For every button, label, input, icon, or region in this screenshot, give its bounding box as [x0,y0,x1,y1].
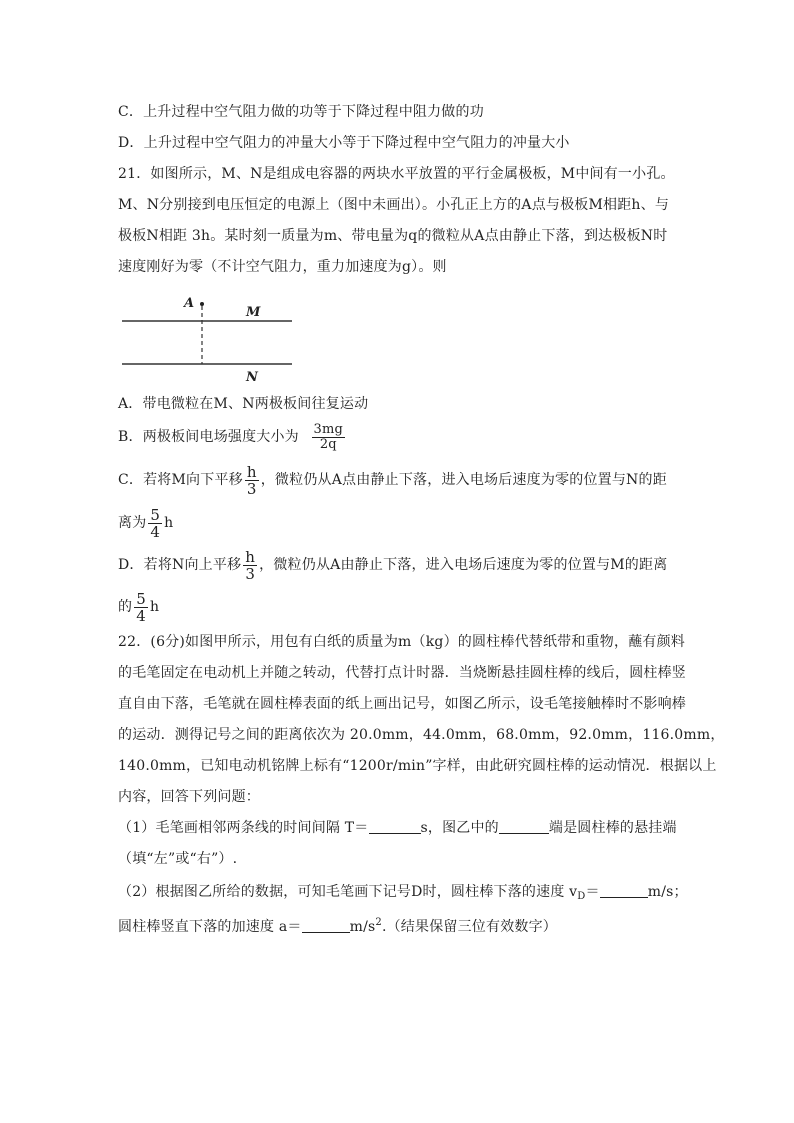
fraction-numerator: 3mg [313,421,344,437]
q22-part-1-line-2: （填“左”或“右”）. [118,851,238,867]
q21-option-d [118,548,667,582]
q21-option-d-answer-fraction [134,591,148,624]
q21-option-d-line-2-pre: 的 [118,599,133,615]
q21-option-c-answer-var: h [164,515,174,531]
fraction-numerator: 5 [136,589,146,608]
unit-superscript: 2 [375,917,382,928]
q22-stem-line-2: 的毛笔固定在电动机上并随之转动，代替打点计时器．当烧断悬挂圆柱棒的线后，圆柱棒竖 [118,665,686,681]
q21-option-b [118,422,347,452]
label-m: M [246,305,261,320]
q22-part-1 [118,818,677,838]
q22-stem-line-5: 140.0mm，已知电动机铭牌上标有“1200r/min”字样，由此研究圆柱棒的运动情况．根据以上 [118,758,717,774]
q21-option-d-pre: D．若将N向上平移 [118,557,242,573]
q21-option-b-text: B．两极板间电场强度大小为 [118,429,299,445]
fraction-numerator: h [246,462,257,481]
q22-stem-line-3: 直自由下落，毛笔就在圆柱棒表面的纸上画出记号，如图乙所示，设毛笔接触棒时不影响棒 [118,696,686,712]
q21-option-c-post: ，微粒仍从A点由静止下落，进入电场后速度为零的位置与N的距 [260,472,667,488]
q21-option-d-post: ，微粒仍从A由静止下落，进入电场后速度为零的位置与M的距离 [259,557,668,573]
fraction-denominator: 3 [246,479,257,498]
q20-option-d: D．上升过程中空气阻力的冲量大小等于下降过程中空气阻力的冲量大小 [118,135,570,151]
label-a: A [184,296,195,311]
q22-stem-line-6: 内容，回答下列问题： [118,789,260,805]
answer-blank-velocity[interactable] [600,883,648,898]
q21-stem-line-4: 速度刚好为零（不计空气阻力，重力加速度为g）。则 [118,259,447,275]
q22-part-2-line-2-text: 圆柱棒竖直下落的加速度 a＝ [118,919,302,935]
answer-blank-end[interactable] [499,819,549,834]
q22-part-2-text-a: （2）根据图乙所给的数据，可知毛笔画下记号D时，圆柱棒下落的速度 v [118,884,578,900]
q21-option-d-answer-var: h [149,599,160,615]
fraction-numerator: h [245,547,256,566]
velocity-subscript: D [577,891,586,902]
q21-stem-line-2: M、N分别接到电压恒定的电源上（图中未画出）。小孔正上方的A点与极板M相距h、与 [118,197,670,213]
q21-option-b-fraction [312,423,346,452]
q21-option-d-line-2 [118,590,159,624]
answer-blank-acceleration[interactable] [302,918,350,933]
q22-part-2-line-2 [118,913,557,937]
q21-option-c-answer-fraction [148,507,162,540]
q22-part-1-text-b: s，图乙中的 [420,820,499,836]
fraction-numerator: 5 [150,505,161,524]
capacitor-plates-figure [118,288,308,388]
q21-option-d-shift-fraction [243,549,257,582]
q22-part-1-text-c: 端是圆柱棒的悬挂端 [548,820,677,836]
q22-stem-line-4: 的运动．测得记号之间的距离依次为 20.0mm，44.0mm，68.0mm，92.0mm，116.0mm， [118,727,725,743]
q21-stem-line-1: 21．如图所示，M、N是组成电容器的两块水平放置的平行金属极板，M中间有一小孔。 [118,166,675,182]
q21-option-c-line-2 [118,506,173,540]
fraction-denominator: 2q [319,436,337,452]
q21-option-c-shift-fraction [245,464,259,497]
q21-stem-line-3: 极板N相距 3h。某时刻一质量为m、带电量为q的微粒从A点由静止下落，到达极板N时 [118,228,668,244]
fraction-denominator: 3 [245,564,256,583]
q22-part-2-note: .（结果保留三位有效数字） [381,919,558,935]
point-a-dot [200,302,204,306]
acceleration-unit: m/s [349,919,376,935]
q20-option-c: C．上升过程中空气阻力做的功等于下降过程中阻力做的功 [118,104,484,120]
q22-part-1-text-a: （1）毛笔画相邻两条线的时间间隔 T＝ [118,820,369,836]
q21-option-c-pre: C．若将M向下平移 [118,472,243,488]
q22-part-2-equals: ＝ [585,884,600,900]
label-n: N [246,370,258,385]
q21-option-a: A．带电微粒在M、N两极板间往复运动 [118,396,369,412]
answer-blank-period[interactable] [369,819,421,834]
q22-part-2 [118,882,688,907]
q22-part-2-unit: m/s； [647,884,688,900]
fraction-denominator: 4 [136,606,146,625]
fraction-denominator: 4 [150,522,161,541]
q21-option-c [118,463,667,497]
q22-stem-line-1: 22．(6分)如图甲所示，用包有白纸的质量为m（kg）的圆柱棒代替纸带和重物，蘸有颜料 [118,634,685,650]
q21-option-c-line-2-pre: 离为 [118,515,147,531]
